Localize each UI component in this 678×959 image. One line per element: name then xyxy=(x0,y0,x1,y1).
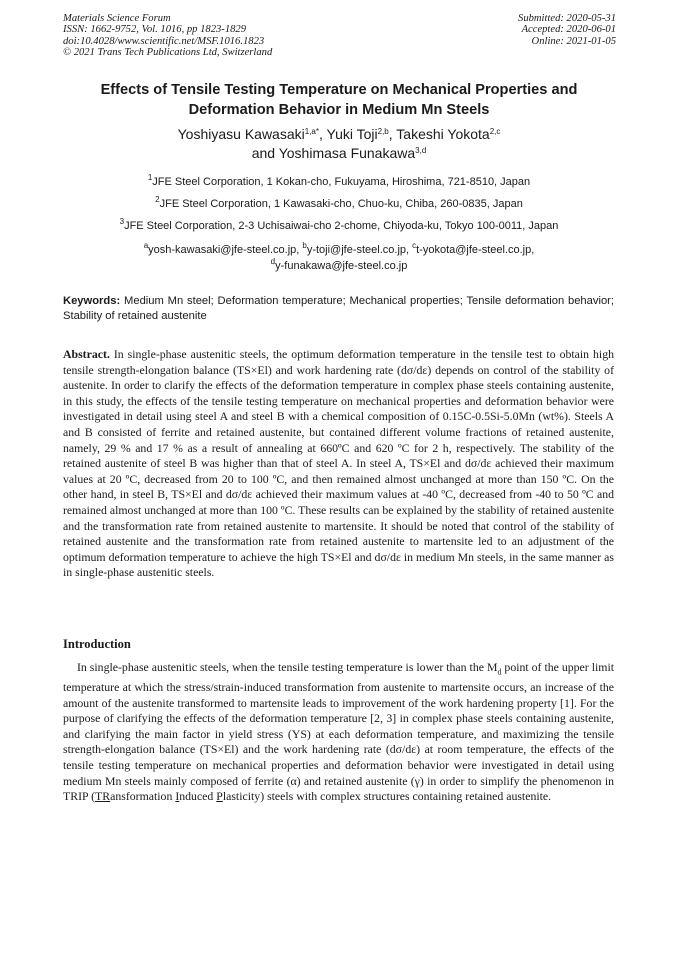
intro-text: ) steels with complex structures containing retained austenite. xyxy=(260,789,552,804)
intro-text: lasticity xyxy=(222,789,261,804)
author-marker: 2,b xyxy=(377,127,389,136)
email-link[interactable]: y-funakawa@jfe-steel.co.jp xyxy=(275,260,408,272)
copyright-line: © 2021 Trans Tech Publications Ltd, Switzerland xyxy=(63,47,273,59)
author-emails xyxy=(40,242,638,274)
author-marker: 2,c xyxy=(489,127,501,136)
email-link[interactable]: y-toji@jfe-steel.co.jp, xyxy=(306,244,413,256)
authors-line-1: Yoshiyasu Kawasaki$^{1,a*}$, Yuki Toji$^{2,b}$, Takeshi Yokota$^{2,c}$ xyxy=(177,126,501,142)
author-marker: 3,d xyxy=(415,146,427,155)
introduction-paragraph xyxy=(63,660,614,805)
keywords-label: Keywords: xyxy=(63,295,121,307)
online-date: Online: 2021-01-05 xyxy=(531,35,616,47)
email-link[interactable]: t-yokota@jfe-steel.co.jp, xyxy=(416,244,535,256)
intro-text: ansformation xyxy=(110,789,176,804)
author-list xyxy=(40,125,638,163)
abstract-block xyxy=(63,347,614,581)
affiliation-text: JFE Steel Corporation, 1 Kokan-cho, Fukuyama, Hiroshima, 721-8510, Japan xyxy=(152,176,531,188)
authors-line-2 xyxy=(40,144,638,163)
affiliation-3 xyxy=(40,219,638,233)
doi-line: doi:10.4028/www.scientific.net/MSF.1016.1823 xyxy=(63,35,265,47)
author-name: Takeshi Yokota xyxy=(396,126,490,142)
paper-title xyxy=(40,80,638,120)
intro-subscript: d xyxy=(497,667,502,677)
email-marker: a xyxy=(143,241,149,250)
affiliation-marker: 1 xyxy=(147,173,153,182)
emails-line-1 xyxy=(40,242,638,258)
journal-info xyxy=(63,13,272,59)
abstract-label: Abstract. xyxy=(63,347,110,361)
author-name: Yoshiyasu Kawasaki xyxy=(177,126,305,142)
accepted-date: Accepted: 2020-06-01 xyxy=(521,24,616,36)
email-marker: d xyxy=(270,257,276,266)
acronym-letter: P xyxy=(216,789,223,804)
affiliation-marker: 3 xyxy=(119,217,125,226)
acronym-letter: R xyxy=(102,789,111,804)
journal-name: Materials Science Forum xyxy=(63,13,171,24)
title-line-2: Deformation Behavior in Medium Mn Steels xyxy=(188,102,490,118)
keywords-text: Medium Mn steel; Deformation temperature; Mechanical properties; Tensile deformation behavior; Stability of retained austenite xyxy=(63,295,615,322)
keywords-block xyxy=(63,294,614,324)
email-link[interactable]: yosh-kawasaki@jfe-steel.co.jp, xyxy=(148,244,303,256)
submitted-date: Submitted: 2020-05-31 xyxy=(518,13,616,24)
affiliation-marker: 2 xyxy=(155,195,160,204)
email-marker: b xyxy=(302,241,307,250)
acronym-letter: T xyxy=(95,789,103,804)
affiliation-text: JFE Steel Corporation, 1 Kawasaki-cho, Chuo-ku, Chiba, 260-0835, Japan xyxy=(159,198,523,210)
affiliation-1 xyxy=(40,175,638,189)
author-conjunction: and xyxy=(251,145,276,161)
author-name: Yuki Toji xyxy=(326,126,378,142)
title-line-1: Effects of Tensile Testing Temperature on Mechanical Properties and xyxy=(100,82,578,98)
abstract-text: In single-phase austenitic steels, the optimum deformation temperature in the tensile test to obtain high tensile strength-elongation balance (TS×El) and work hardening rate (dσ/dε) depends on control of the stability of austenite. In order to clarify the effects of the deformation temperature in complex phase steels containing austenite, in this study, the effects of the tensile testing temperature on mechanical properties and deformation behavior were investigated in detail using steel A and steel B with a chemical composition of 0.15C-0.5Si-5.0Mn (wt%). Steels A and B consisted of ferrite and retained austenite, but contained different volume fractions of retained austenite, namely, 29 % and 17 % as a result of annealing at 660ºC and 620 ºC for 2 h, respectively. The stability of the retained austenite of steel B was higher than that of steel A. In steel A, TS×El and dσ/dε achieved their maximum values at 20 ºC, decreased from 20 to 100 ºC, and then remained almost unchanged at more than 150 ºC. On the other hand, in steel B, TS×El and dσ/dε achieved their maximum values at -40 ºC, decreased from -40 to 50 ºC and remained almost unchanged at more than 100 ºC. These results can be explained by the stability of retained austenite and the transformation rate from retained austenite to martensite. It should be noted that control of the stability of retained austenite and the transformation rate from retained austenite to martensite led to an adjustment of the optimum deformation temperature to achieve the high TS×El and dσ/dε in medium Mn steels, in the same manner as in single-phase austenitic steels. xyxy=(63,347,614,580)
affiliation-text: JFE Steel Corporation, 2-3 Uchisaiwai-cho 2-chome, Chiyoda-ku, Tokyo 100-0011, Japan xyxy=(124,220,559,232)
email-marker: c xyxy=(412,241,417,250)
issn-line: ISSN: 1662-9752, Vol. 1016, pp 1823-1829 xyxy=(63,24,247,36)
acronym-letter: I xyxy=(175,789,180,804)
intro-text: nduced xyxy=(179,789,217,804)
author-marker: 1,a* xyxy=(304,127,319,136)
author-name: Yoshimasa Funakawa xyxy=(278,145,416,161)
emails-line-2 xyxy=(40,258,638,274)
intro-text: point of the upper limit temperature at which the stress/strain-induced transformation from austenite to martensite occurs, an increase of the amount of the austenite transformed to martensite leads to improvement of the work hardening property [1]. For the purpose of clarifying the effects of the deformation temperature [2, 3] in complex phase steels containing austenite, and clarifying the main factor in yield stress (YS) at each deformation temperature, and maximizing the tensile strength-elongation balance (TS×El) and the work hardening rate (dσ/dε) at room temperature, the effects of the tensile testing temperature on mechanical properties and deformation behavior were investigated in detail using medium Mn steels mainly composed of ferrite (α) and retained austenite (γ) in order to simplify the phenomenon in TRIP ( xyxy=(63,660,614,804)
intro-text: In single-phase austenitic steels, when the tensile testing temperature is lower than the M xyxy=(77,660,498,674)
publication-dates xyxy=(518,13,616,47)
introduction-heading: Introduction xyxy=(63,637,131,651)
affiliation-2 xyxy=(40,197,638,211)
